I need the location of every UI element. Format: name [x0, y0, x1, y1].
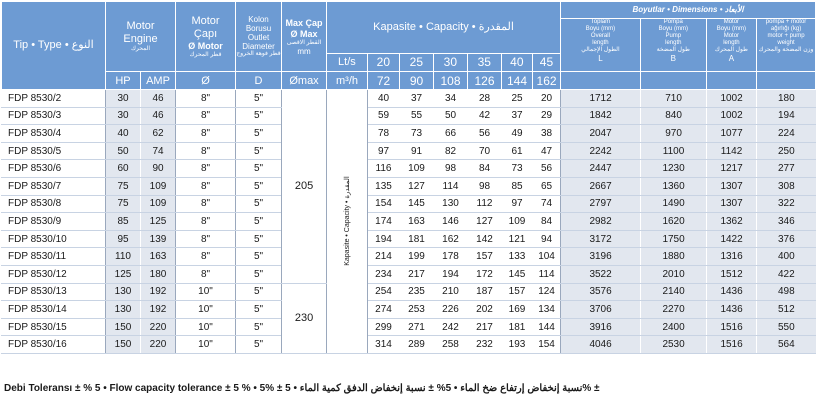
cell-amp: 163	[141, 248, 176, 266]
cell-amp: 46	[141, 107, 176, 125]
cell-weight: 564	[757, 336, 816, 354]
cell-head-1: 314	[368, 336, 400, 354]
cell-head-1: 299	[368, 318, 400, 336]
cell-head-3: 50	[434, 107, 468, 125]
cell-head-3: 258	[434, 336, 468, 354]
pump-spec-table	[1, 1, 816, 354]
cell-head-5: 193	[502, 336, 533, 354]
cell-head-5: 133	[502, 248, 533, 266]
cell-head-5: 37	[502, 107, 533, 125]
cell-overall-length: 4046	[561, 336, 641, 354]
cell-pump-length: 1750	[641, 230, 707, 248]
cell-type: FDP 8530/4	[2, 125, 106, 143]
cell-head-2: 199	[400, 248, 434, 266]
cell-head-2: 91	[400, 142, 434, 160]
cell-head-4: 217	[468, 318, 502, 336]
cell-head-3: 82	[434, 142, 468, 160]
cell-motor-diameter: 10"	[176, 301, 236, 319]
cell-amp: 192	[141, 283, 176, 301]
cell-hp: 75	[106, 177, 141, 195]
cell-overall-length: 3706	[561, 301, 641, 319]
cell-outlet-diameter: 5"	[236, 142, 282, 160]
cell-type: FDP 8530/7	[2, 177, 106, 195]
cell-type: FDP 8530/6	[2, 160, 106, 178]
unit-amp: AMP	[141, 72, 176, 90]
cell-head-5: 181	[502, 318, 533, 336]
cell-head-3: 130	[434, 195, 468, 213]
cell-head-5: 145	[502, 265, 533, 283]
cell-outlet-diameter: 5"	[236, 125, 282, 143]
cell-pump-length: 1620	[641, 213, 707, 231]
cell-hp: 95	[106, 230, 141, 248]
cell-outlet-diameter: 5"	[236, 283, 282, 301]
cell-overall-length: 3916	[561, 318, 641, 336]
cell-outlet-diameter: 5"	[236, 160, 282, 178]
unit-motor-diameter: Ø	[176, 72, 236, 90]
cell-type: FDP 8530/8	[2, 195, 106, 213]
cell-weight: 400	[757, 248, 816, 266]
cell-motor-length: 1512	[707, 265, 757, 283]
cell-motor-length: 1002	[707, 107, 757, 125]
unit-max-diameter: Ømax	[282, 72, 327, 90]
cell-overall-length: 2982	[561, 213, 641, 231]
cell-motor-diameter: 8"	[176, 107, 236, 125]
cell-head-1: 78	[368, 125, 400, 143]
cell-head-4: 202	[468, 301, 502, 319]
cell-head-6: 74	[533, 195, 561, 213]
cell-weight: 376	[757, 230, 816, 248]
cell-head-5: 169	[502, 301, 533, 319]
cell-head-4: 112	[468, 195, 502, 213]
cell-type: FDP 8530/9	[2, 213, 106, 231]
cell-head-3: 226	[434, 301, 468, 319]
cell-head-2: 109	[400, 160, 434, 178]
cell-pump-length: 840	[641, 107, 707, 125]
cell-amp: 90	[141, 160, 176, 178]
cell-motor-length: 1436	[707, 283, 757, 301]
cell-head-1: 135	[368, 177, 400, 195]
cell-head-2: 55	[400, 107, 434, 125]
cell-hp: 30	[106, 90, 141, 108]
cell-head-1: 40	[368, 90, 400, 108]
table-row	[2, 248, 816, 266]
cell-outlet-diameter: 5"	[236, 301, 282, 319]
cell-head-6: 47	[533, 142, 561, 160]
cell-weight: 180	[757, 90, 816, 108]
cell-head-2: 235	[400, 283, 434, 301]
cell-amp: 109	[141, 177, 176, 195]
cell-head-2: 163	[400, 213, 434, 231]
cell-overall-length: 2242	[561, 142, 641, 160]
cell-head-4: 157	[468, 248, 502, 266]
cell-weight: 194	[757, 107, 816, 125]
cell-head-4: 142	[468, 230, 502, 248]
capacity-m3h-3: 108	[434, 72, 468, 90]
cell-pump-length: 2140	[641, 283, 707, 301]
cell-hp: 30	[106, 107, 141, 125]
cell-motor-length: 1516	[707, 318, 757, 336]
cell-amp: 46	[141, 90, 176, 108]
cell-motor-length: 1436	[707, 301, 757, 319]
cell-weight: 512	[757, 301, 816, 319]
tolerance-footnote: Debi Toleransı ± % 5 • Flow capacity tolerance ± 5 % • 5% ± نسبة إنخفاض إرتفاع ضخ الماء • 5% ± نسبة إنخفاض الدفق كمية الماء • 5% ±	[4, 383, 600, 394]
cell-head-2: 271	[400, 318, 434, 336]
cell-motor-diameter: 10"	[176, 336, 236, 354]
dim-header-overall-length: Toplam Boyu (mm) Overall length الطول الإجمالي L	[561, 19, 641, 71]
unit-lts: Lt/s	[327, 54, 368, 71]
cell-head-5: 85	[502, 177, 533, 195]
cell-hp: 60	[106, 160, 141, 178]
cell-pump-length: 710	[641, 90, 707, 108]
capacity-lts-4: 35	[468, 54, 502, 71]
cell-weight: 422	[757, 265, 816, 283]
table-row	[2, 160, 816, 178]
cell-weight: 550	[757, 318, 816, 336]
cell-head-4: 187	[468, 283, 502, 301]
cell-head-6: 124	[533, 283, 561, 301]
cell-head-4: 42	[468, 107, 502, 125]
cell-overall-length: 2447	[561, 160, 641, 178]
cell-amp: 74	[141, 142, 176, 160]
cell-head-4: 56	[468, 125, 502, 143]
cell-head-4: 127	[468, 213, 502, 231]
cell-head-6: 56	[533, 160, 561, 178]
cell-outlet-diameter: 5"	[236, 107, 282, 125]
cell-motor-diameter: 8"	[176, 248, 236, 266]
cell-head-1: 234	[368, 265, 400, 283]
cell-head-5: 61	[502, 142, 533, 160]
dim-header-pump-length: Pompa Boyu (mm) Pump length طول المضخة B	[641, 19, 707, 71]
cell-type: FDP 8530/10	[2, 230, 106, 248]
cell-head-1: 116	[368, 160, 400, 178]
capacity-lts-5: 40	[502, 54, 533, 71]
cell-weight: 308	[757, 177, 816, 195]
col-header-motor-engine: Motor Engine المحرك	[106, 2, 176, 72]
cell-amp: 192	[141, 301, 176, 319]
cell-head-4: 70	[468, 142, 502, 160]
capacity-vertical-text: Kapasite • Capacity • المقدرة	[344, 176, 352, 267]
cell-amp: 180	[141, 265, 176, 283]
cell-head-4: 28	[468, 90, 502, 108]
cell-max-diameter: 230	[282, 283, 327, 353]
cell-motor-length: 1307	[707, 195, 757, 213]
cell-pump-length: 1490	[641, 195, 707, 213]
cell-pump-length: 2010	[641, 265, 707, 283]
cell-motor-diameter: 8"	[176, 213, 236, 231]
cell-head-3: 210	[434, 283, 468, 301]
cell-outlet-diameter: 5"	[236, 265, 282, 283]
unit-outlet-diameter: D	[236, 72, 282, 90]
cell-head-6: 94	[533, 230, 561, 248]
cell-head-1: 274	[368, 301, 400, 319]
cell-head-3: 66	[434, 125, 468, 143]
cell-outlet-diameter: 5"	[236, 248, 282, 266]
cell-motor-length: 1307	[707, 177, 757, 195]
cell-motor-diameter: 8"	[176, 125, 236, 143]
cell-motor-diameter: 10"	[176, 283, 236, 301]
capacity-lts-1: 20	[368, 54, 400, 71]
col-header-capacity: Kapasite • Capacity • المقدرة Lt/s 20 25 30 35 40 45	[327, 2, 561, 72]
dim-header-weight: pompa + motor ağırlığı (kg) motor + pump weight وزن المضخة والمحرك	[758, 19, 814, 53]
cell-hp: 75	[106, 195, 141, 213]
cell-motor-length: 1422	[707, 230, 757, 248]
table-row	[2, 177, 816, 195]
cell-head-3: 146	[434, 213, 468, 231]
cell-outlet-diameter: 5"	[236, 90, 282, 108]
cell-head-5: 49	[502, 125, 533, 143]
cell-outlet-diameter: 5"	[236, 230, 282, 248]
cell-hp: 40	[106, 125, 141, 143]
cell-head-6: 29	[533, 107, 561, 125]
cell-head-1: 174	[368, 213, 400, 231]
cell-type: FDP 8530/14	[2, 301, 106, 319]
cell-head-6: 84	[533, 213, 561, 231]
cell-head-1: 214	[368, 248, 400, 266]
cell-hp: 150	[106, 318, 141, 336]
cell-head-5: 157	[502, 283, 533, 301]
col-header-motor-diameter: Motor Çapı Ø Motor قطر المحرك	[176, 2, 236, 72]
cell-outlet-diameter: 5"	[236, 318, 282, 336]
cell-motor-diameter: 8"	[176, 230, 236, 248]
cell-weight: 224	[757, 125, 816, 143]
table-row	[2, 230, 816, 248]
cell-type: FDP 8530/13	[2, 283, 106, 301]
cell-head-3: 194	[434, 265, 468, 283]
capacity-vertical-label	[327, 90, 368, 354]
cell-overall-length: 3522	[561, 265, 641, 283]
cell-outlet-diameter: 5"	[236, 213, 282, 231]
table-row	[2, 213, 816, 231]
cell-motor-diameter: 8"	[176, 265, 236, 283]
cell-amp: 109	[141, 195, 176, 213]
cell-head-4: 232	[468, 336, 502, 354]
cell-head-1: 194	[368, 230, 400, 248]
cell-head-5: 73	[502, 160, 533, 178]
table-row	[2, 318, 816, 336]
cell-amp: 125	[141, 213, 176, 231]
cell-pump-length: 1360	[641, 177, 707, 195]
cell-motor-diameter: 8"	[176, 195, 236, 213]
cell-head-3: 34	[434, 90, 468, 108]
cell-head-6: 114	[533, 265, 561, 283]
col-header-dimensions: Boyutlar • Dimensions • الأبعاد Toplam Boyu (mm) Overall length الطول الإجمالي L Pompa Boyu (mm) Pump length طول المضخة B Motor Boyu (mm) Motor length طول المحرك A pompa + motor ağırlığı (kg) motor + pump weight وزن المضخة والمحرك	[561, 2, 816, 72]
pump-rows	[2, 90, 816, 354]
cell-hp: 150	[106, 336, 141, 354]
cell-type: FDP 8530/15	[2, 318, 106, 336]
cell-head-6: 104	[533, 248, 561, 266]
cell-head-2: 289	[400, 336, 434, 354]
capacity-lts-3: 30	[434, 54, 468, 71]
cell-head-1: 154	[368, 195, 400, 213]
cell-overall-length: 3196	[561, 248, 641, 266]
table-row	[2, 283, 816, 301]
cell-motor-length: 1002	[707, 90, 757, 108]
cell-motor-length: 1316	[707, 248, 757, 266]
capacity-lts-2: 25	[400, 54, 434, 71]
cell-head-2: 217	[400, 265, 434, 283]
cell-amp: 220	[141, 318, 176, 336]
table-row	[2, 90, 816, 108]
cell-head-3: 114	[434, 177, 468, 195]
cell-head-5: 97	[502, 195, 533, 213]
cell-outlet-diameter: 5"	[236, 336, 282, 354]
cell-pump-length: 2400	[641, 318, 707, 336]
cell-motor-diameter: 8"	[176, 90, 236, 108]
cell-type: FDP 8530/3	[2, 107, 106, 125]
cell-head-2: 127	[400, 177, 434, 195]
capacity-m3h-1: 72	[368, 72, 400, 90]
cell-hp: 125	[106, 265, 141, 283]
cell-weight: 322	[757, 195, 816, 213]
cell-head-3: 162	[434, 230, 468, 248]
table-row	[2, 142, 816, 160]
cell-head-1: 97	[368, 142, 400, 160]
cell-type: FDP 8530/16	[2, 336, 106, 354]
cell-amp: 62	[141, 125, 176, 143]
capacity-m3h-5: 144	[502, 72, 533, 90]
cell-motor-length: 1077	[707, 125, 757, 143]
cell-pump-length: 1230	[641, 160, 707, 178]
cell-head-6: 20	[533, 90, 561, 108]
cell-head-6: 144	[533, 318, 561, 336]
cell-motor-diameter: 8"	[176, 160, 236, 178]
cell-head-4: 84	[468, 160, 502, 178]
cell-type: FDP 8530/5	[2, 142, 106, 160]
cell-head-2: 253	[400, 301, 434, 319]
cell-head-2: 73	[400, 125, 434, 143]
cell-overall-length: 2667	[561, 177, 641, 195]
cell-motor-length: 1142	[707, 142, 757, 160]
cell-head-5: 121	[502, 230, 533, 248]
col-header-outlet-diameter: Kolon Borusu Outlet Diameter قطر فوهة الخروج	[236, 2, 282, 72]
cell-overall-length: 3576	[561, 283, 641, 301]
cell-pump-length: 2530	[641, 336, 707, 354]
cell-type: FDP 8530/2	[2, 90, 106, 108]
cell-motor-diameter: 10"	[176, 318, 236, 336]
cell-head-4: 172	[468, 265, 502, 283]
cell-head-2: 145	[400, 195, 434, 213]
cell-pump-length: 970	[641, 125, 707, 143]
capacity-m3h-6: 162	[533, 72, 561, 90]
dim-header-motor-length: Motor Boyu (mm) Motor length طول المحرك A	[707, 19, 757, 71]
cell-motor-diameter: 8"	[176, 177, 236, 195]
cell-type: FDP 8530/11	[2, 248, 106, 266]
cell-hp: 130	[106, 283, 141, 301]
table-row	[2, 195, 816, 213]
cell-head-3: 242	[434, 318, 468, 336]
cell-motor-diameter: 8"	[176, 142, 236, 160]
cell-head-6: 134	[533, 301, 561, 319]
cell-head-5: 25	[502, 90, 533, 108]
table-row	[2, 265, 816, 283]
cell-max-diameter: 205	[282, 90, 327, 284]
cell-outlet-diameter: 5"	[236, 195, 282, 213]
cell-pump-length: 2270	[641, 301, 707, 319]
table-row	[2, 301, 816, 319]
cell-head-2: 181	[400, 230, 434, 248]
cell-head-3: 178	[434, 248, 468, 266]
cell-pump-length: 1100	[641, 142, 707, 160]
table-row	[2, 125, 816, 143]
cell-head-1: 59	[368, 107, 400, 125]
cell-hp: 110	[106, 248, 141, 266]
cell-pump-length: 1880	[641, 248, 707, 266]
cell-weight: 498	[757, 283, 816, 301]
cell-outlet-diameter: 5"	[236, 177, 282, 195]
cell-head-6: 38	[533, 125, 561, 143]
cell-head-2: 37	[400, 90, 434, 108]
cell-head-3: 98	[434, 160, 468, 178]
col-header-tip: Tip • Type • النوع	[2, 2, 106, 90]
unit-m3h: m³/h	[327, 72, 368, 90]
table-row	[2, 107, 816, 125]
col-header-max-diameter: Max Çap Ø Max القطر الاقصى mm	[282, 2, 327, 72]
cell-motor-length: 1516	[707, 336, 757, 354]
cell-amp: 220	[141, 336, 176, 354]
cell-hp: 130	[106, 301, 141, 319]
cell-head-5: 109	[502, 213, 533, 231]
unit-hp: HP	[106, 72, 141, 90]
capacity-m3h-2: 90	[400, 72, 434, 90]
cell-weight: 277	[757, 160, 816, 178]
cell-weight: 250	[757, 142, 816, 160]
cell-hp: 85	[106, 213, 141, 231]
cell-motor-length: 1362	[707, 213, 757, 231]
cell-head-1: 254	[368, 283, 400, 301]
cell-motor-length: 1217	[707, 160, 757, 178]
cell-overall-length: 1712	[561, 90, 641, 108]
capacity-m3h-4: 126	[468, 72, 502, 90]
cell-head-6: 65	[533, 177, 561, 195]
cell-weight: 346	[757, 213, 816, 231]
cell-overall-length: 2047	[561, 125, 641, 143]
cell-hp: 50	[106, 142, 141, 160]
cell-overall-length: 1842	[561, 107, 641, 125]
cell-type: FDP 8530/12	[2, 265, 106, 283]
cell-head-4: 98	[468, 177, 502, 195]
cell-overall-length: 3172	[561, 230, 641, 248]
cell-overall-length: 2797	[561, 195, 641, 213]
cell-amp: 139	[141, 230, 176, 248]
cell-head-6: 154	[533, 336, 561, 354]
table-row	[2, 336, 816, 354]
capacity-lts-6: 45	[539, 55, 554, 69]
